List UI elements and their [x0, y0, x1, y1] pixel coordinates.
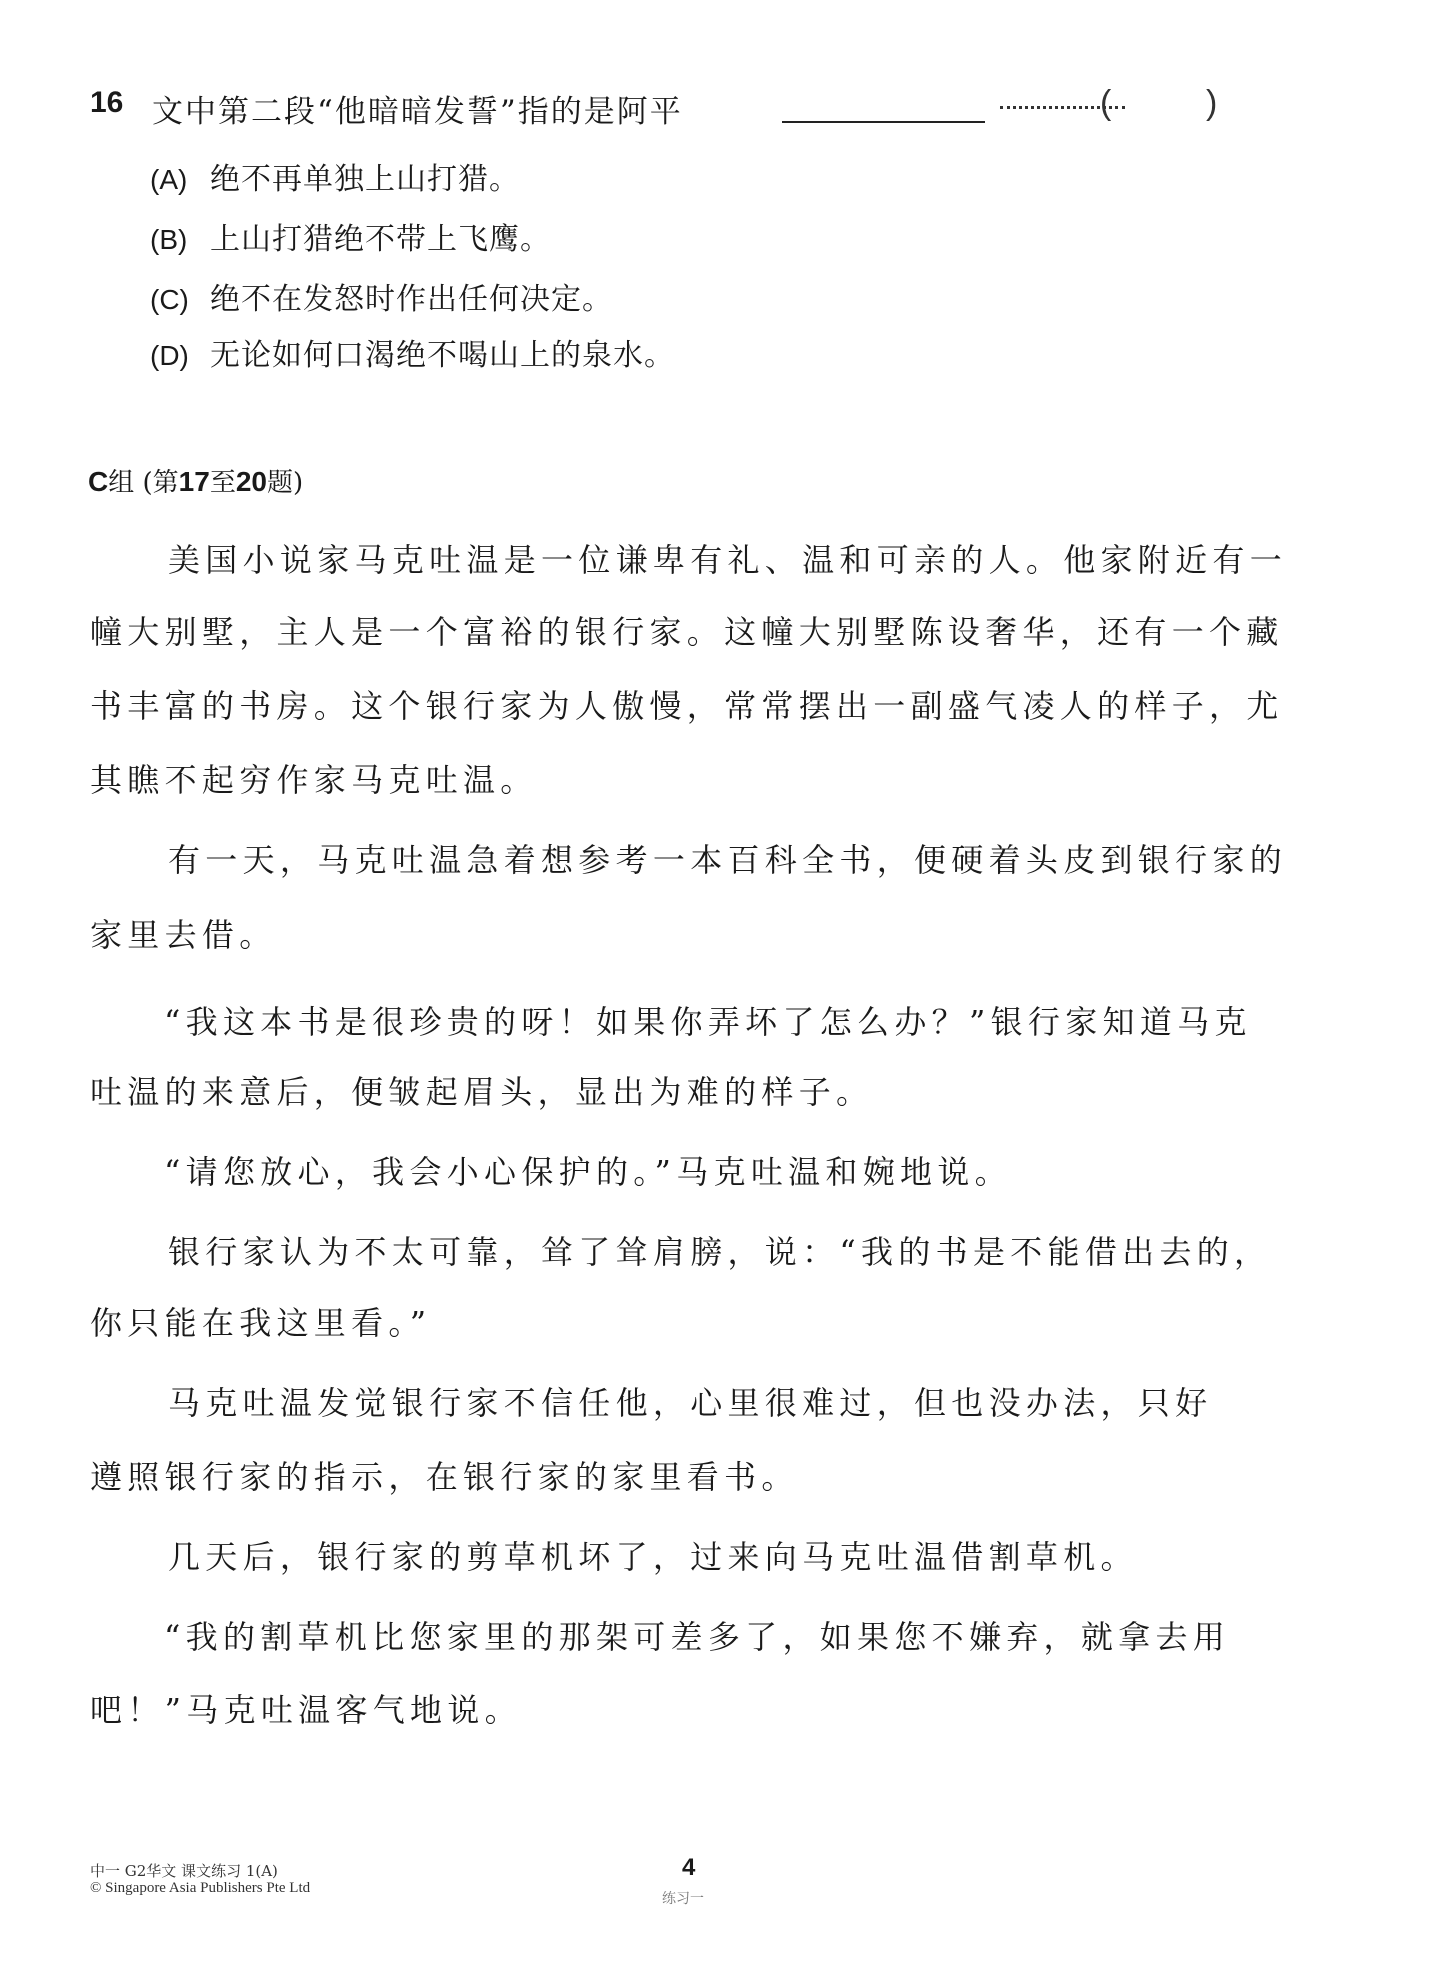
passage-line: “请您放心，我会小心保护的。”马克吐温和婉地说。 [164, 1153, 1012, 1191]
option-text: 上山打猎绝不带上飞鹰。 [210, 222, 551, 257]
passage-line: “我的割草机比您家里的那架可差多了，如果您不嫌弃，就拿去用 [164, 1618, 1231, 1656]
option-text: 绝不再单独上山打猎。 [210, 162, 520, 197]
answer-open-paren: ( [1100, 84, 1112, 122]
answer-close-paren: ) [1206, 84, 1218, 122]
passage-line: 幢大别墅，主人是一个富裕的银行家。这幢大别墅陈设奢华，还有一个藏 [90, 613, 1284, 651]
option-text: 无论如何口渴绝不喝山上的泉水。 [210, 338, 675, 373]
passage-line: 马克吐温发觉银行家不信任他，心里很难过，但也没办法，只好 [168, 1384, 1213, 1422]
passage-line: “我这本书是很珍贵的呀！如果你弄坏了怎么办？”银行家知道马克 [164, 1003, 1252, 1041]
passage-line: 几天后，银行家的剪草机坏了，过来向马克吐温借割草机。 [168, 1538, 1138, 1576]
option-d[interactable] [150, 330, 675, 374]
passage-line: 银行家认为不太可靠，耸了耸肩膀，说：“我的书是不能借出去的， [168, 1233, 1272, 1271]
page-number: 4 [682, 1854, 696, 1881]
passage-line: 你只能在我这里看。” [90, 1304, 432, 1342]
option-text: 绝不在发怒时作出任何决定。 [210, 282, 613, 317]
footer-book-title: 中一 G2华文 课文练习 1(A) [90, 1862, 278, 1880]
section-heading [88, 462, 303, 499]
section-from: 17 [178, 466, 210, 497]
passage-line: 其瞧不起穷作家马克吐温。 [90, 761, 538, 799]
answer-box[interactable] [1122, 84, 1202, 128]
passage-line: 有一天，马克吐温急着想参考一本百科全书，便硬着头皮到银行家的 [168, 841, 1288, 879]
question-number: 16 [90, 86, 124, 119]
section-suffix: 题) [266, 468, 304, 498]
section-to: 20 [235, 466, 267, 497]
option-label: (A) [150, 164, 188, 195]
option-label: (B) [150, 224, 188, 255]
passage-line: 美国小说家马克吐温是一位谦卑有礼、温和可亲的人。他家附近有一 [168, 541, 1288, 579]
footer-copyright: © Singapore Asia Publishers Pte Ltd [90, 1880, 311, 1896]
section-letter: C [88, 466, 109, 497]
footer-exercise-label: 练习一 [662, 1891, 704, 1907]
section-to-word: 至 [209, 468, 236, 498]
passage-line: 书丰富的书房。这个银行家为人傲慢，常常摆出一副盛气凌人的样子，尤 [90, 687, 1284, 725]
passage-line: 遵照银行家的指示，在银行家的家里看书。 [90, 1458, 799, 1496]
question-prompt: 文中第二段“他暗暗发誓”指的是阿平 [152, 94, 683, 130]
option-label: (D) [150, 340, 189, 371]
option-label: (C) [150, 284, 189, 315]
option-c[interactable] [150, 274, 613, 318]
passage-line: 吧！”马克吐温客气地说。 [90, 1691, 522, 1729]
option-a[interactable] [150, 154, 520, 198]
section-group: 组 (第 [108, 468, 179, 498]
passage-line: 吐温的来意后，便皱起眉头，显出为难的样子。 [90, 1073, 874, 1111]
passage-line: 家里去借。 [90, 916, 277, 954]
option-b[interactable] [150, 214, 551, 258]
answer-blank-line [782, 121, 985, 123]
